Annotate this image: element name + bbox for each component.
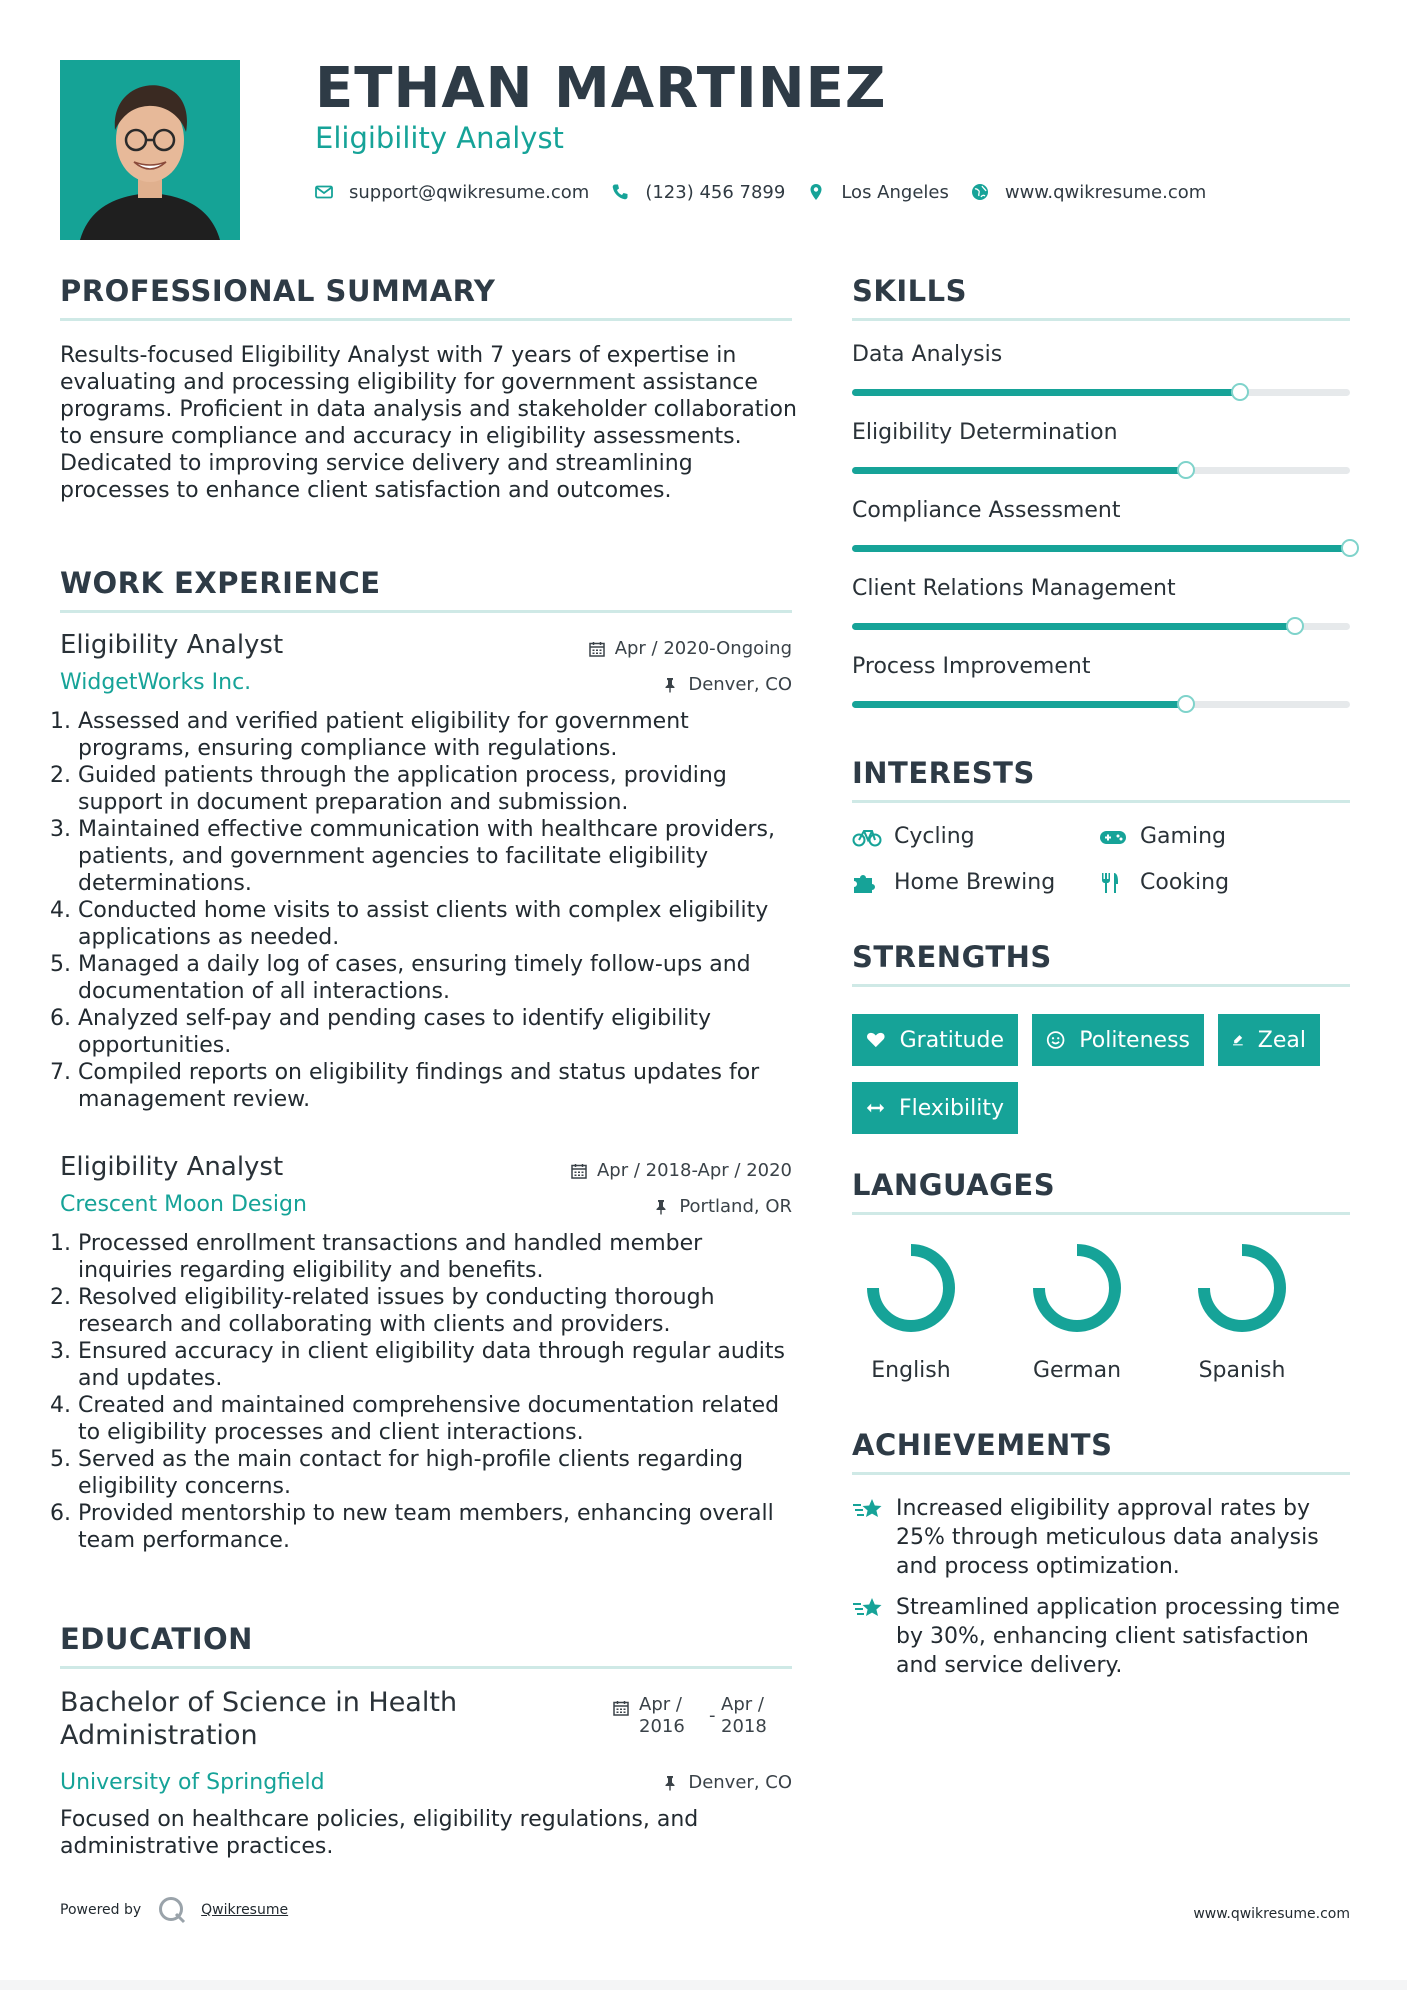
education-location-text: Denver, CO: [688, 1772, 792, 1793]
skill-label: Data Analysis: [852, 342, 1003, 367]
list-item: 1. Assessed and verified patient eligibility for government programs, ensuring compliance with regulations.: [78, 708, 792, 762]
skill-label: Process Improvement: [852, 654, 1091, 679]
job-location: [653, 1196, 792, 1217]
job-date-text: Apr / 2020-Ongoing: [614, 638, 792, 659]
footer-powered-by: [60, 1895, 288, 1925]
pen-icon: [1232, 1029, 1244, 1051]
list-item: 6. Provided mentorship to new team members, enhancing overall team performance.: [78, 1500, 792, 1554]
job-entry-1: [60, 630, 792, 1113]
smiley-icon: [1046, 1029, 1065, 1051]
interest-label: Cycling: [894, 824, 975, 849]
strength-badge-flexibility: [852, 1082, 1018, 1134]
phone-icon: [611, 183, 629, 201]
skill-bar-knob: [1177, 695, 1195, 713]
skill-bar-knob: [1177, 461, 1195, 479]
strength-label: Politeness: [1079, 1027, 1190, 1053]
calendar-icon: [571, 1163, 587, 1179]
language-ring-arc: [873, 1250, 949, 1326]
job-bullets: [60, 1230, 792, 1554]
contact-phone[interactable]: [611, 182, 785, 203]
language-item: [851, 1240, 971, 1383]
interests-heading: INTERESTS: [852, 756, 1350, 803]
education-description: Focused on healthcare policies, eligibility regulations, and administrative practices.: [60, 1807, 699, 1859]
list-item: 3. Ensured accuracy in client eligibility data through regular audits and updates.: [78, 1338, 792, 1392]
pushpin-icon: [662, 1775, 678, 1791]
education-start: Apr / 2016: [639, 1694, 685, 1737]
job-dates: [571, 1160, 792, 1181]
skill-bar-fill: [852, 389, 1240, 396]
education-location: [662, 1772, 792, 1793]
school-name: University of Springfield: [60, 1770, 325, 1795]
contact-email[interactable]: [315, 182, 589, 203]
qwikresume-logo-icon: [157, 1895, 187, 1925]
language-label: Spanish: [1198, 1358, 1286, 1383]
interest-gaming: [1098, 824, 1226, 849]
pushpin-icon: [662, 677, 678, 693]
language-item: [1017, 1240, 1137, 1383]
language-item: [1182, 1240, 1302, 1383]
degree-title: Bachelor of Science in Health Administration: [60, 1687, 458, 1751]
skill-item: [852, 420, 1350, 445]
skill-bar-track: [852, 545, 1350, 552]
skill-item: [852, 498, 1350, 523]
star-award-icon: [852, 1496, 884, 1524]
strengths-heading: STRENGTHS: [852, 940, 1350, 987]
language-ring: [863, 1240, 959, 1336]
strength-badge-zeal: [1218, 1014, 1320, 1066]
education-heading: EDUCATION: [60, 1622, 792, 1669]
achievement-text: Increased eligibility approval rates by 25% through meticulous data analysis and process optimization.: [896, 1496, 1319, 1579]
skill-label: Eligibility Determination: [852, 420, 1118, 445]
skill-item: [852, 576, 1350, 601]
location-text: Los Angeles: [841, 181, 949, 203]
list-item: 1. Processed enrollment transactions and handled member inquiries regarding eligibility and benefits.: [78, 1230, 792, 1284]
globe-icon: [971, 183, 989, 201]
language-label: German: [1032, 1358, 1122, 1383]
achievements-heading: ACHIEVEMENTS: [852, 1428, 1350, 1475]
gamepad-icon: [1098, 826, 1128, 848]
candidate-title: Eligibility Analyst: [315, 121, 564, 155]
interest-label: Home Brewing: [894, 870, 1056, 895]
profile-photo: [60, 60, 240, 240]
strength-badge-gratitude: [852, 1014, 1018, 1066]
job-location: [662, 674, 792, 695]
calendar-icon: [613, 1700, 629, 1716]
list-item: 7. Compiled reports on eligibility findings and status updates for management review.: [78, 1059, 792, 1113]
language-ring-arc: [1204, 1250, 1280, 1326]
skill-bar-fill: [852, 701, 1186, 708]
strength-label: Zeal: [1257, 1027, 1306, 1053]
job-bullets: [60, 708, 792, 1113]
skill-bar-knob: [1286, 617, 1304, 635]
contact-bar: [315, 178, 1228, 206]
experience-heading: WORK EXPERIENCE: [60, 566, 792, 613]
skill-bar-track: [852, 701, 1350, 708]
language-label: English: [871, 1358, 951, 1383]
contact-website[interactable]: [971, 182, 1206, 203]
list-item: 2. Guided patients through the application process, providing support in document preparation and submission.: [78, 762, 792, 816]
interest-home-brewing: [852, 870, 1055, 895]
star-award-icon: [852, 1595, 884, 1623]
website-text: www.qwikresume.com: [1004, 181, 1207, 203]
skill-label: Compliance Assessment: [852, 498, 1121, 523]
list-item: 4. Conducted home visits to assist clients with complex eligibility applications as needed.: [78, 897, 792, 951]
skill-bar-fill: [852, 623, 1295, 630]
map-pin-icon: [807, 183, 825, 201]
skill-bar-knob: [1231, 383, 1249, 401]
summary-text: Results-focused Eligibility Analyst with 7 years of expertise in evaluating and processing eligibility for government assistance programs. Proficient in data analysis and stakeholder collaboration to ensure compliance and accuracy in eligibility assessments. Dedicated to improving service delivery and streamlining processes to enhance client satisfaction and outcomes.: [60, 343, 797, 503]
skill-item: [852, 654, 1350, 679]
skill-bar-knob: [1341, 539, 1359, 557]
strength-label: Gratitude: [899, 1027, 1004, 1053]
skill-bar-track: [852, 623, 1350, 630]
calendar-icon: [589, 641, 605, 657]
skill-bar-track: [852, 467, 1350, 474]
phone-text: (123) 456 7899: [645, 181, 786, 203]
job-date-text: Apr / 2018-Apr / 2020: [596, 1160, 792, 1181]
interest-label: Cooking: [1140, 870, 1230, 895]
cutlery-icon: [1098, 872, 1128, 894]
skill-bar-track: [852, 389, 1350, 396]
list-item: 4. Created and maintained comprehensive documentation related to eligibility processes and client interactions.: [78, 1392, 792, 1446]
language-ring-arc: [1039, 1250, 1115, 1326]
puzzle-piece-icon: [852, 872, 882, 894]
education-dates: [613, 1694, 791, 1738]
skill-label: Client Relations Management: [852, 576, 1176, 601]
bottom-divider: [0, 1980, 1407, 1990]
job-entry-2: [60, 1152, 792, 1554]
bicycle-icon: [852, 826, 882, 848]
brand-link[interactable]: Qwikresume: [201, 1902, 289, 1918]
candidate-name: ETHAN MARTINEZ: [315, 56, 887, 121]
languages-heading: LANGUAGES: [852, 1168, 1350, 1215]
footer-url[interactable]: www.qwikresume.com: [1193, 1906, 1350, 1922]
email-text: support@qwikresume.com: [349, 181, 590, 203]
job-title: Eligibility Analyst: [60, 1152, 284, 1182]
skill-item: [852, 342, 1350, 367]
strength-badge-politeness: [1032, 1014, 1204, 1066]
skills-heading: SKILLS: [852, 274, 1350, 321]
powered-by-text: Powered by: [60, 1902, 142, 1918]
education-end: Apr / 2018: [721, 1694, 767, 1737]
job-title: Eligibility Analyst: [60, 630, 284, 660]
achievement-text: Streamlined application processing time by 30%, enhancing client satisfaction and service delivery.: [896, 1595, 1340, 1678]
skill-bar-fill: [852, 545, 1350, 552]
list-item: 6. Analyzed self-pay and pending cases to identify eligibility opportunities.: [78, 1005, 792, 1059]
job-dates: [589, 638, 792, 659]
language-ring: [1029, 1240, 1125, 1336]
pushpin-icon: [653, 1199, 669, 1215]
interest-cycling: [852, 824, 975, 849]
interest-label: Gaming: [1140, 824, 1226, 849]
company-name: Crescent Moon Design: [60, 1192, 307, 1217]
job-location-text: Portland, OR: [679, 1196, 792, 1217]
list-item: 3. Maintained effective communication with healthcare providers, patients, and government agencies to facilitate eligibility determinations.: [78, 816, 792, 897]
job-location-text: Denver, CO: [688, 674, 792, 695]
heart-icon: [866, 1029, 886, 1051]
company-name: WidgetWorks Inc.: [60, 670, 252, 695]
list-item: 5. Managed a daily log of cases, ensuring timely follow-ups and documentation of all interactions.: [78, 951, 792, 1005]
list-item: 2. Resolved eligibility-related issues by conducting thorough research and collaborating with clients and providers.: [78, 1284, 792, 1338]
double-arrow-icon: [866, 1097, 885, 1119]
envelope-icon: [315, 183, 333, 201]
date-separator: -: [709, 1705, 716, 1726]
summary-heading: PROFESSIONAL SUMMARY: [60, 274, 792, 321]
skill-bar-fill: [852, 467, 1186, 474]
avatar: [60, 60, 240, 240]
interest-cooking: [1098, 870, 1229, 895]
list-item: 5. Served as the main contact for high-profile clients regarding eligibility concerns.: [78, 1446, 792, 1500]
language-ring: [1194, 1240, 1290, 1336]
strength-label: Flexibility: [899, 1095, 1004, 1121]
contact-location: [807, 182, 949, 203]
